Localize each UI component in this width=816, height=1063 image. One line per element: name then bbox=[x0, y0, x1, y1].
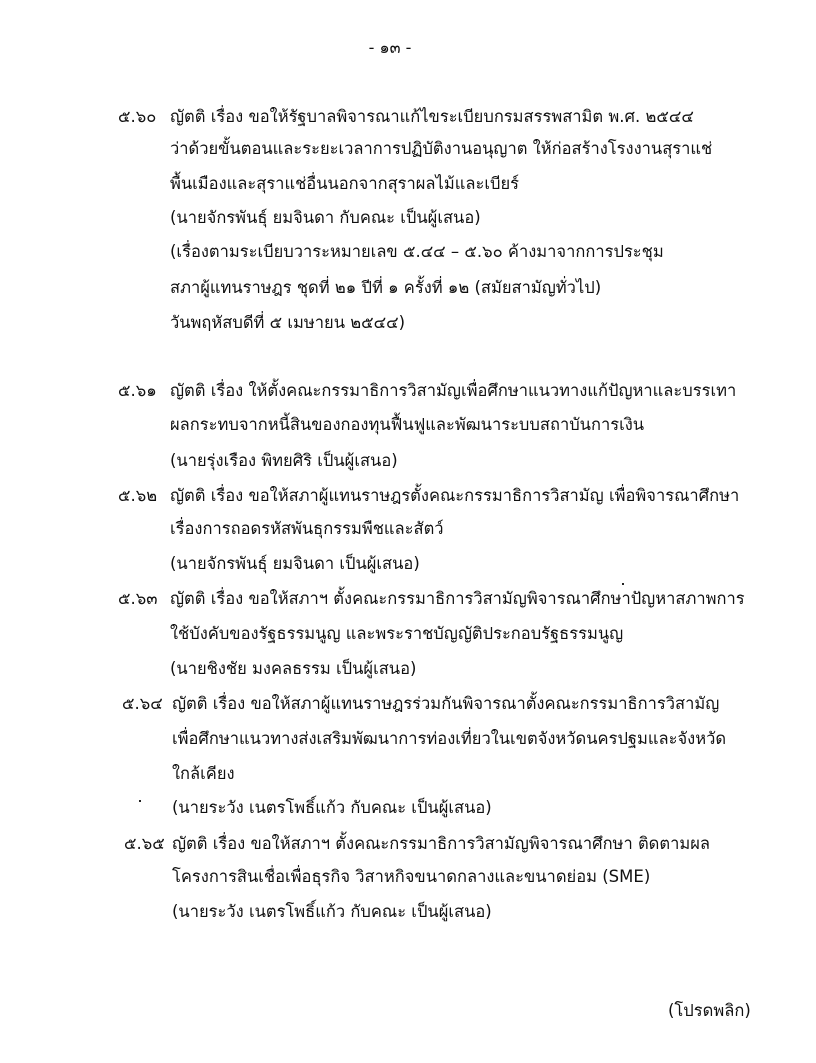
item-number: ๕.๖๔ bbox=[122, 694, 163, 713]
item-line: สภาผู้แทนราษฎร ชุดที่ ๒๑ ปีที่ ๑ ครั้งที่ ๑๒ (สมัยสามัญทั่วไป) bbox=[170, 278, 602, 297]
item-line: ญัตติ เรื่อง ขอให้สภาผู้แทนราษฎรตั้งคณะกรรมาธิการวิสามัญ เพื่อพิจารณาศึกษา bbox=[170, 486, 740, 505]
item-line: วันพฤหัสบดีที่ ๕ เมษายน ๒๕๔๔) bbox=[170, 313, 406, 332]
item-line: ใช้บังคับของรัฐธรรมนูญ และพระราชบัญญัติประกอบรัฐธรรมนูญ bbox=[170, 624, 624, 643]
proposer-line: (นายชิงชัย มงคลธรรม เป็นผู้เสนอ) bbox=[170, 659, 417, 678]
item-line: ผลกระทบจากหนี้สินของกองทุนฟื้นฟูและพัฒนาระบบสถาบันการเงิน bbox=[170, 415, 645, 434]
proposer-line: (นายระวัง เนตรโพธิ์แก้ว กับคณะ เป็นผู้เสนอ) bbox=[172, 902, 492, 921]
please-turn-over-note: (โปรดพลิก) bbox=[668, 1001, 751, 1020]
proposer-line: (นายจักรพันธุ์ ยมจินดา กับคณะ เป็นผู้เสนอ) bbox=[170, 208, 481, 227]
item-number: ๕.๖๒ bbox=[118, 486, 158, 505]
scan-speck bbox=[139, 800, 141, 802]
item-line: ญัตติ เรื่อง ขอให้สภาฯ ตั้งคณะกรรมาธิการวิสามัญพิจารณาศึกษาปัญหาสภาพการ bbox=[170, 589, 745, 608]
item-line: ญัตติ เรื่อง ให้ตั้งคณะกรรมาธิการวิสามัญเพื่อศึกษาแนวทางแก้ปัญหาและบรรเทา bbox=[170, 381, 737, 400]
item-line: เพื่อศึกษาแนวทางส่งเสริมพัฒนาการท่องเที่ยวในเขตจังหวัดนครปฐมและจังหวัด bbox=[172, 729, 727, 748]
proposer-line: (นายระวัง เนตรโพธิ์แก้ว กับคณะ เป็นผู้เสนอ) bbox=[172, 798, 492, 817]
item-line: ญัตติ เรื่อง ขอให้รัฐบาลพิจารณาแก้ไขระเบียบกรมสรรพสามิต พ.ศ. ๒๕๔๔ bbox=[170, 107, 694, 126]
item-line: เรื่องการถอดรหัสพันธุกรรมพืชและสัตว์ bbox=[170, 519, 444, 538]
item-line: โครงการสินเชื่อเพื่อธุรกิจ วิสาหกิจขนาดกลางและขนาดย่อม (SME) bbox=[172, 867, 651, 886]
item-line: (เรื่องตามระเบียบวาระหมายเลข ๕.๔๔ – ๕.๖๐ ค้างมาจากการประชุม bbox=[170, 242, 664, 261]
proposer-line: (นายจักรพันธุ์ ยมจินดา เป็นผู้เสนอ) bbox=[170, 554, 420, 573]
item-number: ๕.๖๐ bbox=[118, 107, 157, 126]
scan-speck bbox=[622, 583, 624, 585]
item-number: ๕.๖๑ bbox=[118, 381, 157, 400]
item-line: ญัตติ เรื่อง ขอให้สภาผู้แทนราษฎรร่วมกันพิจารณาตั้งคณะกรรมาธิการวิสามัญ bbox=[172, 694, 720, 713]
item-line: ญัตติ เรื่อง ขอให้สภาฯ ตั้งคณะกรรมาธิการวิสามัญพิจารณาศึกษา ติดตามผล bbox=[172, 834, 711, 853]
item-number: ๕.๖๓ bbox=[118, 589, 158, 608]
item-line: ว่าด้วยขั้นตอนและระยะเวลาการปฏิบัติงานอนุญาต ให้ก่อสร้างโรงงานสุราแช่ bbox=[170, 139, 713, 158]
item-line: พื้นเมืองและสุราแช่อื่นนอกจากสุราผลไม้และเบียร์ bbox=[170, 174, 519, 193]
page-number: - ๑๓ - bbox=[368, 38, 412, 57]
proposer-line: (นายรุ่งเรือง พิทยศิริ เป็นผู้เสนอ) bbox=[170, 451, 398, 470]
item-line: ใกล้เคียง bbox=[172, 764, 235, 783]
item-number: ๕.๖๕ bbox=[124, 834, 165, 853]
